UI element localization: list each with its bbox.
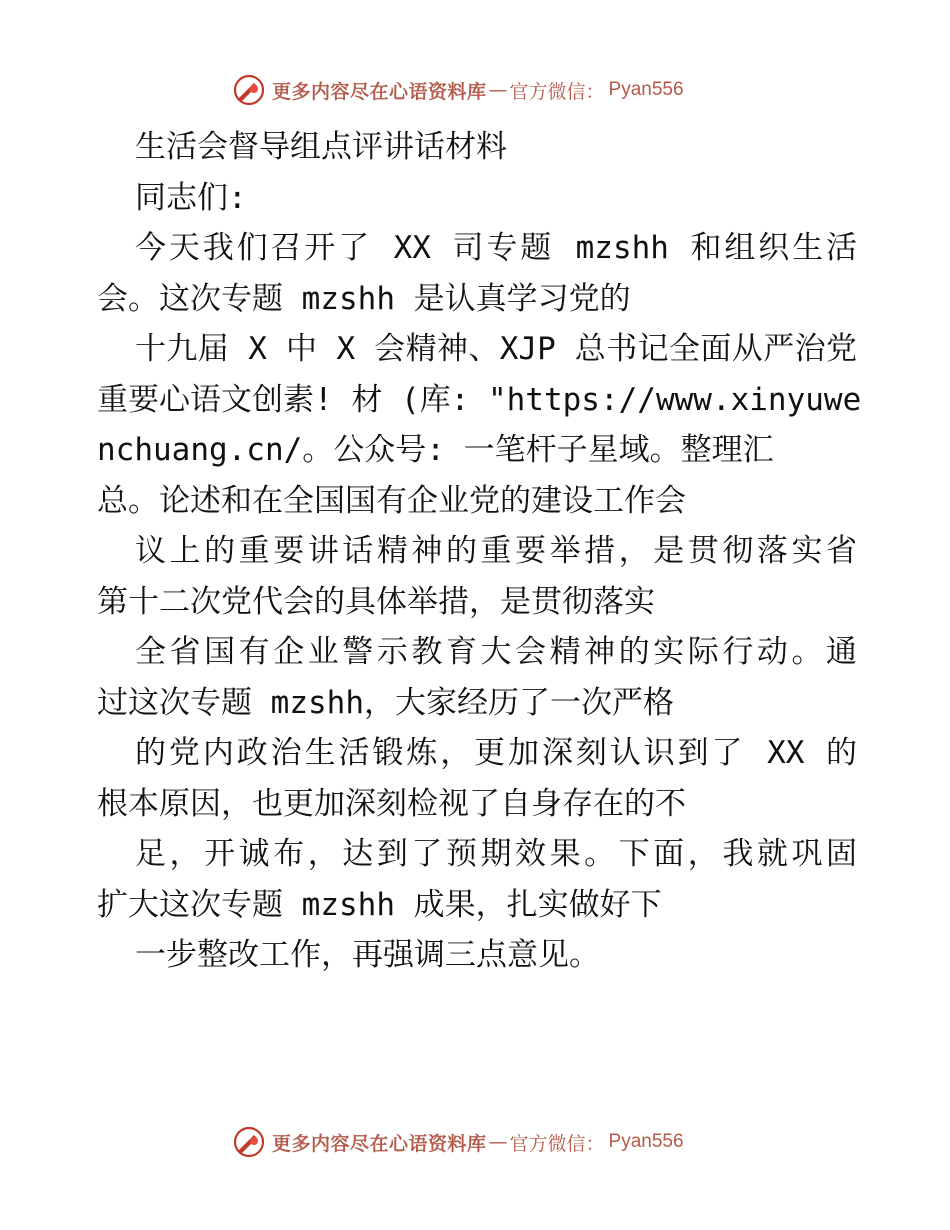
document-body [97, 122, 862, 981]
text-line: 十九届 X 中 X 会精神、XJP 总书记全面从严治党 [135, 331, 857, 367]
salutation: 同志们: [135, 179, 247, 216]
watermark-text: 更多内容尽在心语资料库 [272, 1132, 487, 1155]
document-title: 生活会督导组点评讲话材料 [135, 129, 507, 165]
text-line: 足，开诚布，达到了预期效果。下面，我就巩固 [135, 836, 857, 872]
pen-logo-icon [232, 1125, 266, 1159]
text-line: 总。论述和在全国国有企业党的建设工作会 [97, 482, 686, 519]
watermark-dash: — [488, 1131, 508, 1153]
watermark-wechat-label: 官方微信： [509, 1132, 605, 1155]
watermark-wechat-label: 官方微信： [509, 80, 605, 103]
text-line: 重要心语文创素! 材 (库: "https://www.xinyuwe [97, 381, 862, 418]
watermark-wechat-id: Pyan556 [608, 1131, 684, 1152]
text-line: 过这次专题 mzshh，大家经历了一次严格 [97, 684, 674, 721]
text-line: 议上的重要讲话精神的重要举措，是贯彻落实省 [135, 533, 857, 569]
text-line: 第十二次党代会的具体举措，是贯彻落实 [97, 583, 655, 620]
text-line: 全省国有企业警示教育大会精神的实际行动。通 [135, 634, 857, 670]
text-line: 会。这次专题 mzshh 是认真学习党的 [97, 280, 631, 317]
watermark-text: 更多内容尽在心语资料库 [272, 80, 487, 103]
text-line: 今天我们召开了 XX 司专题 mzshh 和组织生活 [135, 230, 857, 266]
watermark-dash: — [488, 79, 508, 101]
watermark-wechat-id: Pyan556 [608, 79, 684, 100]
text-line: 扩大这次专题 mzshh 成果，扎实做好下 [97, 886, 662, 923]
watermark-footer [232, 1124, 684, 1160]
text-line: nchuang.cn/。公众号: 一笔杆子星域。整理汇 [97, 432, 774, 468]
text-line: 的党内政治生活锻炼，更加深刻认识到了 XX 的 [135, 735, 857, 771]
text-line: 根本原因，也更加深刻检视了自身存在的不 [97, 785, 686, 822]
watermark-header [232, 72, 684, 108]
pen-logo-icon [232, 73, 266, 107]
text-line: 一步整改工作，再强调三点意见。 [135, 937, 600, 973]
